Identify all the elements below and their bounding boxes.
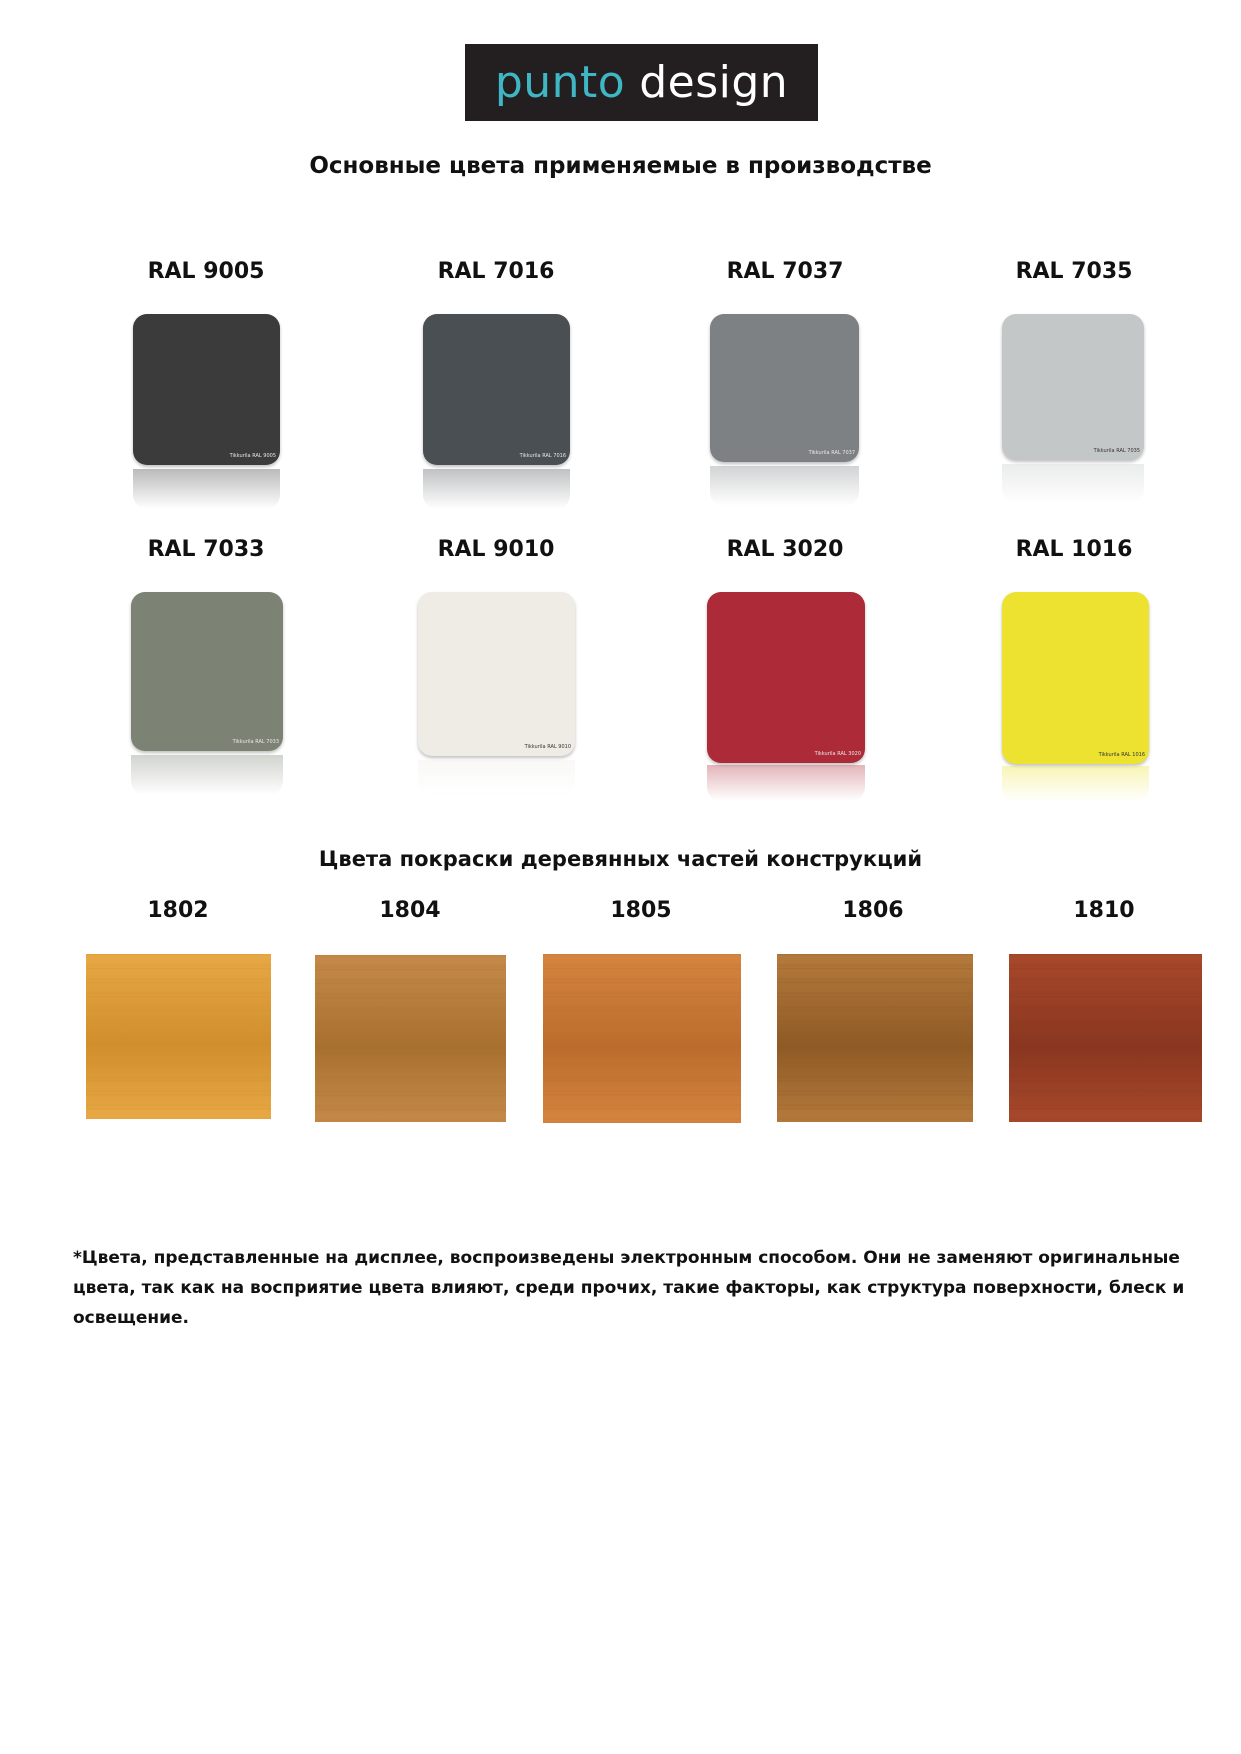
logo-word-punto: punto [494, 57, 626, 108]
swatch-mark: Tikkurila RAL 7016 [519, 453, 566, 459]
wood-label: 1804 [379, 898, 441, 923]
wood-label: 1802 [147, 898, 209, 923]
wood-swatch-1804 [315, 955, 506, 1122]
ral-label: RAL 7033 [147, 537, 265, 562]
swatch-mark: Tikkurila RAL 7033 [232, 739, 279, 745]
ral-label: RAL 7016 [437, 259, 555, 284]
swatch-mark: Tikkurila RAL 9010 [524, 744, 571, 750]
logo-word-design: design [639, 57, 789, 108]
swatch-mark: Tikkurila RAL 7037 [808, 450, 855, 456]
ral-label: RAL 3020 [726, 537, 844, 562]
ral-label: RAL 9010 [437, 537, 555, 562]
main-heading: Основные цвета применяемые в производстве [309, 153, 932, 179]
wood-swatch-1806 [777, 954, 973, 1122]
wood-label: 1806 [842, 898, 904, 923]
ral-label: RAL 7035 [1015, 259, 1133, 284]
punto-design-logo [465, 44, 818, 121]
swatch-mark: Tikkurila RAL 3020 [814, 751, 861, 757]
ral-label: RAL 9005 [147, 259, 265, 284]
swatch-mark: Tikkurila RAL 1016 [1098, 752, 1145, 758]
wood-swatch-1805 [543, 954, 741, 1123]
wood-heading: Цвета покраски деревянных частей конструкций [318, 847, 923, 871]
swatch-mark: Tikkurila RAL 7035 [1093, 448, 1140, 454]
wood-label: 1810 [1073, 898, 1135, 923]
wood-label: 1805 [610, 898, 672, 923]
disclaimer-footnote: *Цвета, представленные на дисплее, воспроизведены электронным способом. Они не заменяют оригинальные цвета, так как на восприятие цвета влияют, среди прочих, такие факторы, как структура поверхности, блеск и освещение. [73, 1248, 1185, 1328]
swatch-mark: Tikkurila RAL 9005 [229, 453, 276, 459]
ral-label: RAL 1016 [1015, 537, 1133, 562]
wood-swatch-1810 [1009, 954, 1202, 1122]
ral-label: RAL 7037 [726, 259, 844, 284]
wood-swatch-1802 [86, 954, 271, 1119]
